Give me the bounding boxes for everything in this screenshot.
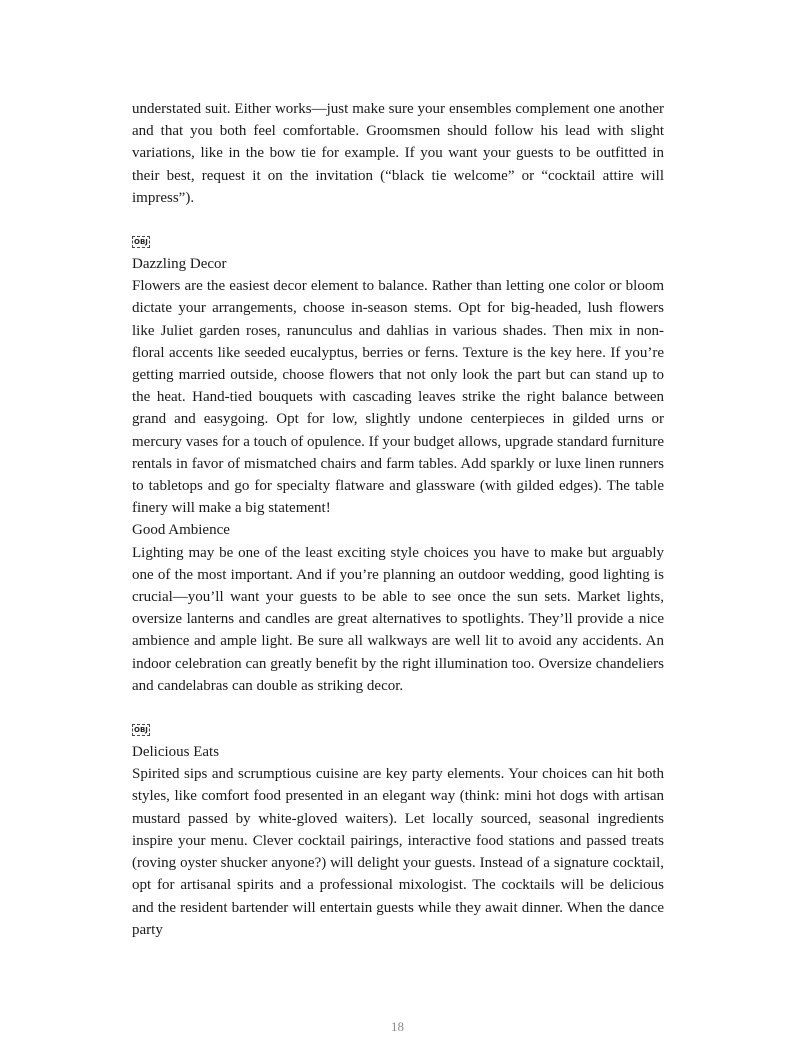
- object-placeholder-2: [132, 719, 664, 741]
- embedded-object-icon: OBJ: [134, 726, 148, 735]
- section-body-ambience: Lighting may be one of the least exciting style choices you have to make but arguably one of the most important. And if you’re planning an outdoor wedding, good lighting is crucial—you’ll want your guests to be able to see once the sun sets. Market lights, oversize lanterns and candles are great alternatives to spotlights. They’ll provide a nice ambience and ample light. Be sure all walkways are well lit to avoid any accidents. An indoor celebration can greatly benefit by the right illumination too. Oversize chandeliers and candelabras can double as striking decor.: [132, 544, 664, 694]
- section-heading-eats: Delicious Eats: [132, 744, 220, 761]
- section-heading-decor: Dazzling Decor: [132, 256, 227, 273]
- page-number: 18: [391, 1019, 404, 1034]
- spacer: [132, 209, 664, 231]
- section-body-decor: Flowers are the easiest decor element to balance. Rather than letting one color or bloom dictate your arrangements, choose in-season stems. Opt for big-headed, lush flowers like Juliet garden roses, ranunculus and dahlias in various shades. Then mix in non-floral accents like seeded eucalyptus, berries or ferns. Texture is the key here. If you’re getting married outside, choose flowers that not only look the part but can stand up to the heat. Hand-tied bouquets with cascading leaves strike the right balance between grand and easygoing. Opt for low, slightly undone centerpieces in gilded urns or mercury vases for a touch of opulence. If your budget allows, upgrade standard furniture rentals in favor of mismatched chairs and farm tables. Add sparkly or luxe linen runners to tabletops and go for specialty flatware and glassware (with gilded edges). The table finery will make a big statement!: [132, 278, 664, 517]
- spacer: [132, 697, 664, 719]
- intro-paragraph: understated suit. Either works—just make sure your ensembles complement one another and that you both feel comfortable. Groomsmen should follow his lead with slight variations, like in the bow tie for example. If you want your guests to be outfitted in their best, request it on the invitation (“black tie welcome” or “cocktail attire will impress”).: [132, 101, 664, 206]
- section-heading-ambience: Good Ambience: [132, 522, 230, 539]
- page-content: [132, 98, 664, 941]
- section-body-eats: Spirited sips and scrumptious cuisine are key party elements. Your choices can hit both styles, like comfort food presented in an elegant way (think: mini hot dogs with artisan mustard passed by white-gloved waiters). Let locally sourced, seasonal ingredients inspire your menu. Clever cocktail pairings, interactive food stations and passed treats (roving oyster shucker anyone?) will delight your guests. Instead of a signature cocktail, opt for artisanal spirits and a professional mixologist. The cocktails will be delicious and the resident bartender will entertain guests while they await dinner. When the dance party: [132, 766, 664, 938]
- embedded-object-icon: OBJ: [134, 238, 148, 247]
- object-placeholder-1: [132, 231, 664, 253]
